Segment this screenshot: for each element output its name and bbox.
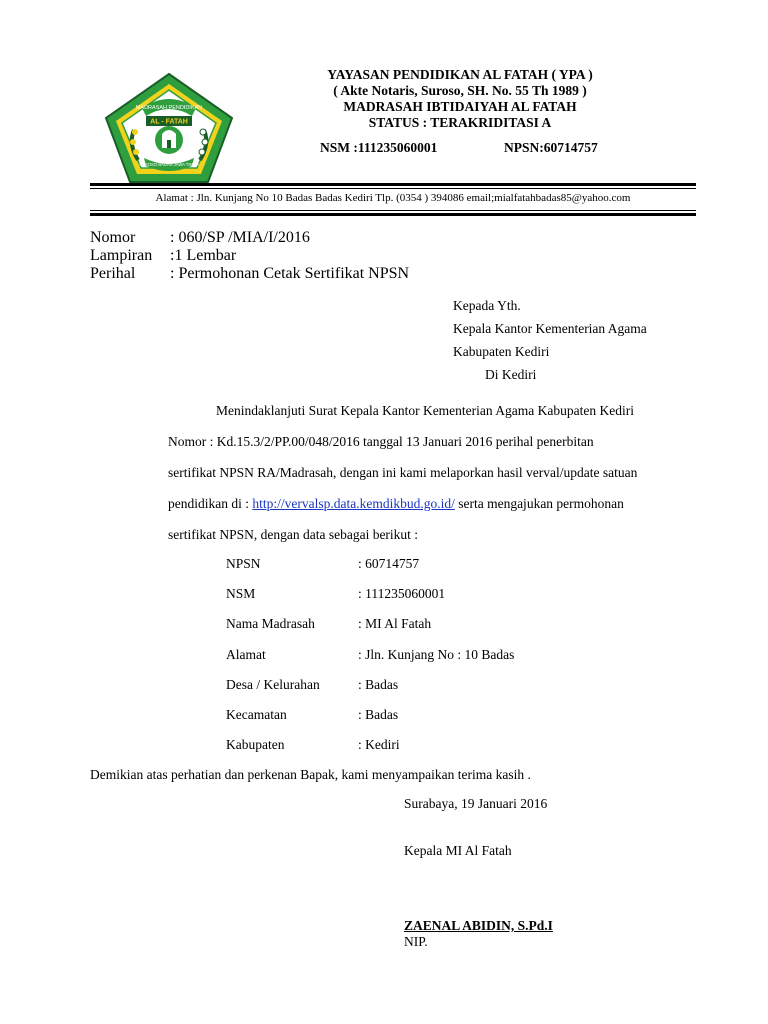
signatory-title: Kepala MI Al Fatah	[404, 843, 512, 858]
body-line-4	[168, 496, 624, 512]
place-date: Surabaya, 19 Januari 2016	[404, 796, 548, 811]
body-line-4-before: pendidikan di :	[168, 496, 253, 511]
school-address: Alamat : Jln. Kunjang No 10 Badas Badas Kediri Tlp. (0354 ) 394086 email;mialfatahbadas85@yahoo.com	[155, 192, 631, 204]
detail-label-kabupaten: Kabupaten	[226, 737, 285, 752]
meta-value-lampiran: :1 Lembar	[170, 247, 237, 264]
detail-label-alamat: Alamat	[226, 647, 266, 662]
address-rule-bottom	[90, 213, 696, 216]
meta-label-nomor: Nomor	[90, 229, 136, 246]
npsn-number: NPSN:60714757	[504, 140, 598, 155]
detail-value-desa: : Badas	[358, 677, 399, 692]
nsm-number: NSM :111235060001	[320, 140, 438, 155]
foundation-name: YAYASAN PENDIDIKAN AL FATAH ( YPA )	[327, 67, 593, 82]
signatory-nip: NIP.	[404, 934, 428, 949]
detail-value-alamat: : Jln. Kunjang No : 10 Badas	[358, 647, 515, 662]
notary-deed: ( Akte Notaris, Suroso, SH. No. 55 Th 1989 )	[333, 83, 587, 98]
detail-label-kecamatan: Kecamatan	[226, 707, 287, 722]
school-name: MADRASAH IBTIDAIYAH AL FATAH	[343, 99, 577, 114]
school-logo	[104, 72, 234, 184]
detail-value-nama: : MI Al Fatah	[358, 616, 432, 631]
detail-value-kabupaten: : Kediri	[358, 737, 400, 752]
recipient-city: Di Kediri	[485, 367, 537, 382]
body-line-5: sertifikat NPSN, dengan data sebagai berikut :	[168, 527, 419, 542]
header-rule-top	[90, 183, 696, 186]
detail-value-npsn: : 60714757	[358, 556, 420, 571]
body-line-2: Nomor : Kd.15.3/2/PP.00/048/2016 tanggal 13 Januari 2016 perihal penerbitan	[168, 434, 594, 449]
meta-value-nomor: : 060/SP /MIA/I/2016	[170, 229, 310, 246]
body-line-3: sertifikat NPSN RA/Madrasah, dengan ini kami melaporkan hasil verval/update satuan	[168, 465, 638, 480]
logo-banner-text: AL - FATAH	[150, 118, 188, 126]
recipient-region: Kabupaten Kediri	[453, 344, 550, 359]
detail-label-nsm: NSM	[226, 586, 256, 601]
logo-top-text: MADRASAH PENDIDIKAN	[135, 105, 203, 111]
detail-value-nsm: : 111235060001	[358, 586, 446, 601]
meta-label-lampiran: Lampiran	[90, 247, 153, 264]
signatory-name: ZAENAL ABIDIN, S.Pd.I	[404, 918, 553, 933]
detail-label-desa: Desa / Kelurahan	[226, 677, 320, 692]
meta-value-perihal: : Permohonan Cetak Sertifikat NPSN	[170, 265, 410, 282]
verval-link[interactable]: http://vervalsp.data.kemdikbud.go.id/	[252, 496, 455, 511]
meta-label-perihal: Perihal	[90, 265, 136, 282]
detail-label-npsn: NPSN	[226, 556, 261, 571]
detail-value-kecamatan: : Badas	[358, 707, 399, 722]
address-rule-thin	[90, 210, 696, 211]
header-rule-thin	[90, 188, 696, 189]
recipient-greeting: Kepada Yth.	[453, 298, 521, 313]
detail-label-nama: Nama Madrasah	[226, 616, 315, 631]
body-line-4-after: serta mengajukan permohonan	[454, 496, 624, 511]
accreditation-status: STATUS : TERAKRIDITASI A	[368, 115, 552, 130]
logo-bottom-text: SUROSO BADAS JAWA TIMUR	[138, 162, 200, 167]
closing-text: Demikian atas perhatian dan perkenan Bapak, kami menyampaikan terima kasih .	[90, 767, 531, 782]
recipient-title: Kepala Kantor Kementerian Agama	[453, 321, 647, 336]
body-line-1: Menindaklanjuti Surat Kepala Kantor Kementerian Agama Kabupaten Kediri	[216, 403, 634, 418]
